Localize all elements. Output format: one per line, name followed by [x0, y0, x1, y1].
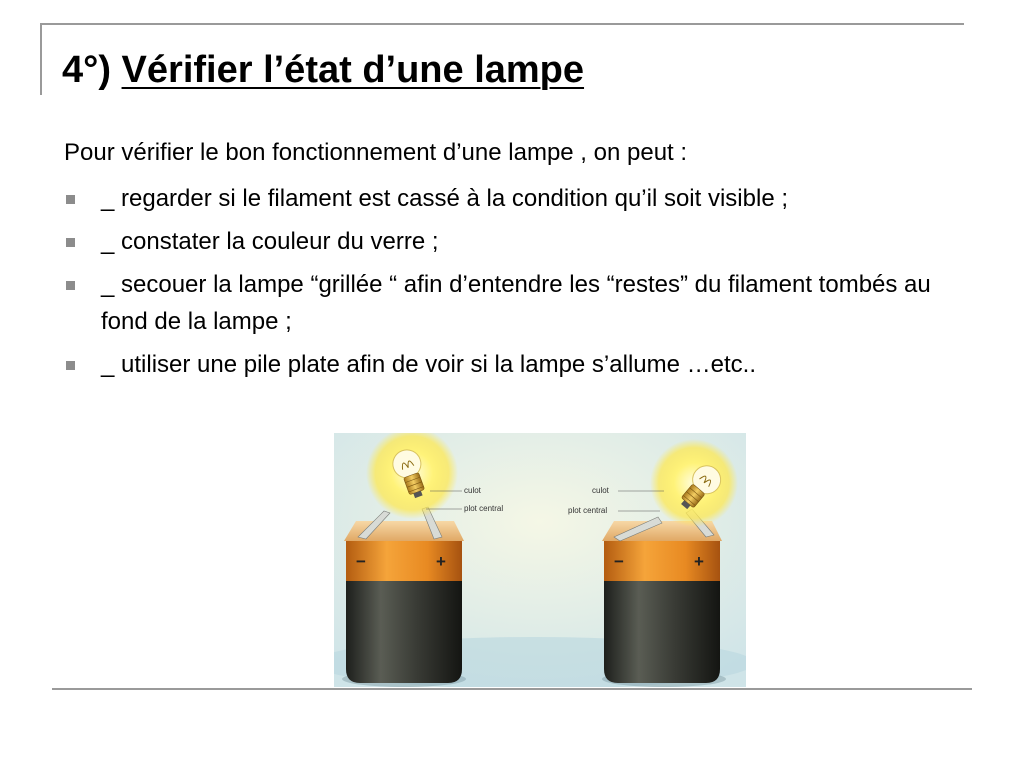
title-number: 4°) [62, 49, 111, 91]
label-culot-right: culot [592, 486, 609, 495]
bullet-square-icon [66, 195, 75, 204]
bullet-text: _ utiliser une pile plate afin de voir si la lampe s’allume …etc.. [101, 351, 756, 378]
battery-lamp-illustration [334, 433, 746, 687]
label-plot-central-right: plot central [568, 506, 608, 515]
bullet-square-icon [66, 281, 75, 290]
title-text: Vérifier l’état d’une lampe [121, 49, 585, 91]
bullet-square-icon [66, 361, 75, 370]
list-item [64, 180, 964, 217]
label-culot-left: culot [464, 486, 481, 495]
list-item [64, 346, 964, 383]
svg-text:−: − [614, 552, 624, 571]
bullet-text: _ regarder si le filament est cassé à la condition qu’il soit visible ; [101, 185, 788, 212]
bullet-square-icon [66, 238, 75, 247]
bottom-rule [52, 688, 972, 690]
list-item [64, 223, 964, 260]
top-rule [40, 23, 964, 25]
bullet-text: _ secouer la lampe “grillée “ afin d’entendre les “restes” du filament tombés au fond de la lampe ; [101, 271, 931, 335]
slide-title [62, 44, 584, 96]
svg-text:+: + [694, 552, 704, 571]
label-plot-central-left: plot central [464, 504, 504, 513]
list-item [64, 266, 964, 340]
intro-text: Pour vérifier le bon fonctionnement d’une lampe , on peut : [64, 139, 688, 166]
left-rule [40, 23, 42, 95]
bullet-list [64, 180, 964, 389]
bullet-text: _ constater la couleur du verre ; [101, 228, 439, 255]
svg-text:−: − [356, 552, 366, 571]
svg-text:+: + [436, 552, 446, 571]
